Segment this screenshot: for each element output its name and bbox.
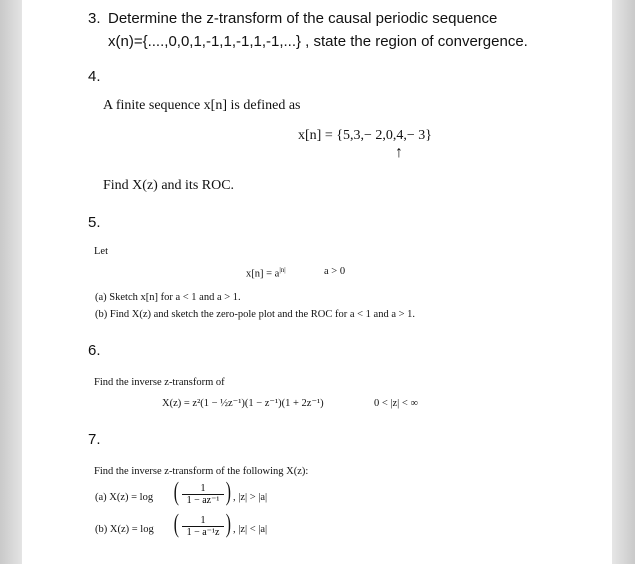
q5-number: 5. (88, 214, 101, 231)
page-shadow-right (612, 0, 635, 564)
q4-number: 4. (88, 68, 101, 85)
q7b-denominator: 1 − a⁻¹z (186, 527, 220, 538)
q7a-label: (a) X(z) = log (95, 492, 154, 503)
q7a-left-paren: ( (173, 477, 179, 506)
q4-task: Find X(z) and its ROC. (103, 178, 235, 193)
q5-equation-exponent: |n| (279, 266, 286, 274)
q7b-numerator: 1 (182, 515, 224, 527)
q7a-denominator: 1 − az⁻¹ (186, 495, 220, 506)
document-page (22, 0, 612, 564)
q3-text-line1: Determine the z-transform of the causal periodic sequence (108, 10, 498, 27)
q4-equation: x[n] = {5,3,− 2,0,4,− 3} (298, 128, 432, 143)
q7b-left-paren: ( (173, 509, 179, 538)
q7a-right-paren: ) (225, 477, 231, 506)
q5-condition: a > 0 (324, 266, 346, 277)
q5-part-a: (a) Sketch x[n] for a < 1 and a > 1. (95, 292, 241, 303)
q7b-label: (b) X(z) = log (95, 524, 154, 535)
q7b-fraction (182, 515, 224, 538)
q5-let: Let (94, 246, 108, 257)
q7a-numerator: 1 (182, 483, 224, 495)
q5-equation (246, 266, 286, 280)
q6-number: 6. (88, 342, 101, 359)
q7-intro: Find the inverse z-transform of the following X(z): (94, 466, 309, 477)
q6-intro: Find the inverse z-transform of (94, 377, 225, 388)
q3-number: 3. (88, 10, 101, 27)
q5-equation-base: x[n] = a (246, 268, 280, 280)
q7a-roc: , |z| > |a| (233, 492, 268, 503)
q7a-fraction (182, 483, 224, 506)
q7-number: 7. (88, 431, 101, 448)
q3-text-line2: x(n)={....,0,0,1,-1,1,-1,1,-1,...} , state the region of convergence. (108, 33, 528, 50)
q5-part-b: (b) Find X(z) and sketch the zero-pole plot and the ROC for a < 1 and a > 1. (95, 309, 416, 320)
q7b-roc: , |z| < |a| (233, 524, 268, 535)
q6-roc: 0 < |z| < ∞ (374, 398, 418, 409)
q7b-right-paren: ) (225, 509, 231, 538)
q6-equation: X(z) = z²(1 − ½z⁻¹)(1 − z⁻¹)(1 + 2z⁻¹) (162, 398, 324, 409)
page-shadow-left (0, 0, 22, 564)
q4-intro: A finite sequence x[n] is defined as (103, 98, 301, 113)
q4-index-arrow: ↑ (395, 144, 403, 161)
